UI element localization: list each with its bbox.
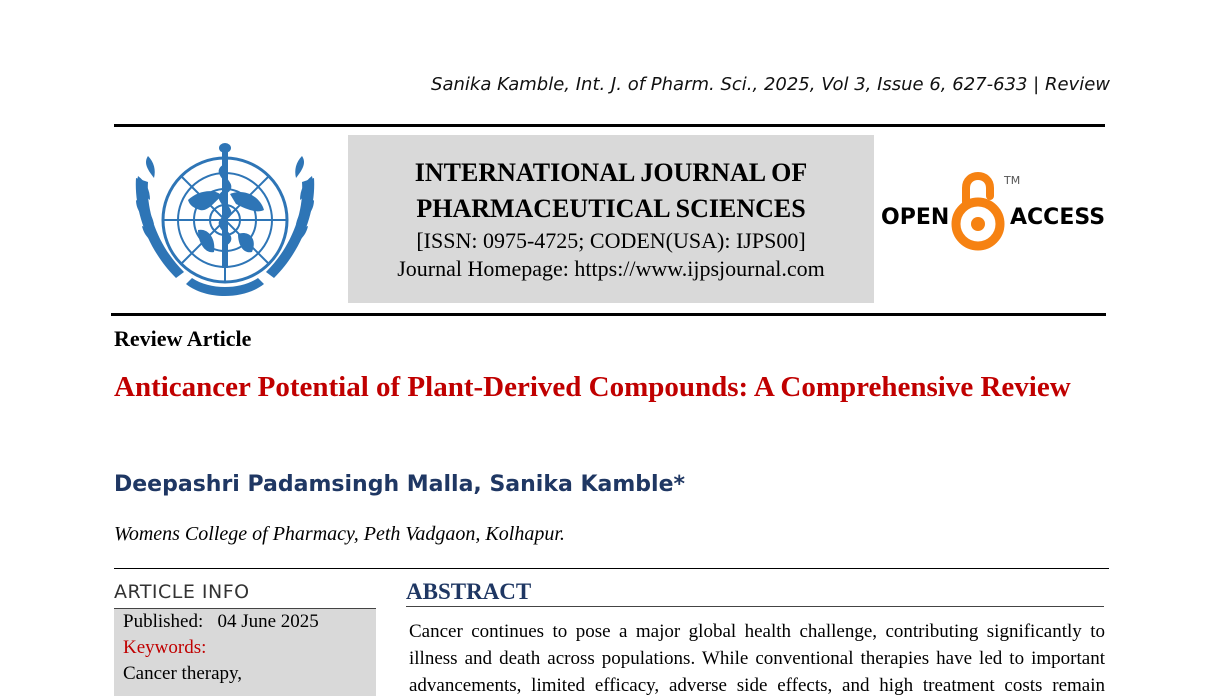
who-emblem-logo [126, 138, 324, 306]
journal-homepage[interactable]: Journal Homepage: https://www.ijpsjournal.com [397, 256, 825, 281]
header-rule-top [114, 124, 1105, 127]
article-authors: Deepashri Padamsingh Malla, Sanika Kamble* [114, 472, 686, 497]
article-info-heading: ARTICLE INFO [114, 581, 250, 603]
article-type-label: Review Article [114, 326, 252, 351]
published-row [114, 609, 376, 635]
trademark-symbol: TM [1004, 174, 1021, 187]
abstract-line: advancements, limited efficacy, adverse side effects, and high treatment costs remain [409, 675, 1105, 696]
abstract-text [409, 618, 1105, 699]
journal-name-line-1: INTERNATIONAL JOURNAL OF [414, 158, 808, 187]
abstract-line: illness and death across populations. While conventional therapies have led to important [409, 648, 1105, 669]
journal-name-line-2: PHARMACEUTICAL SCIENCES [416, 194, 806, 223]
keyword-item: Cancer therapy, [123, 663, 243, 684]
abstract-line: Cancer continues to pose a major global health challenge, contributing significantly to [409, 621, 1105, 642]
author-affiliation: Womens College of Pharmacy, Peth Vadgaon, Kolhapur. [114, 523, 565, 545]
open-access-logo [880, 166, 1108, 252]
article-title: Anticancer Potential of Plant-Derived Compounds: A Comprehensive Review [114, 371, 1071, 403]
abstract-heading: ABSTRACT [406, 579, 532, 604]
header-rule-bottom [111, 313, 1106, 316]
running-header-citation: Sanika Kamble, Int. J. of Pharm. Sci., 2025, Vol 3, Issue 6, 627-633 | Review [431, 74, 1110, 95]
abstract-heading-rule [406, 606, 1104, 607]
journal-title-box [348, 135, 874, 303]
published-date: 04 June 2025 [217, 611, 319, 632]
section-divider [114, 568, 1109, 569]
open-access-open-text: OPEN [881, 205, 950, 230]
article-info-box [114, 608, 376, 696]
journal-issn: [ISSN: 0975-4725; CODEN(USA): IJPS00] [416, 228, 806, 253]
published-label: Published: [123, 611, 204, 632]
keywords-label: Keywords: [123, 637, 207, 658]
open-access-access-text: ACCESS [1010, 205, 1106, 230]
